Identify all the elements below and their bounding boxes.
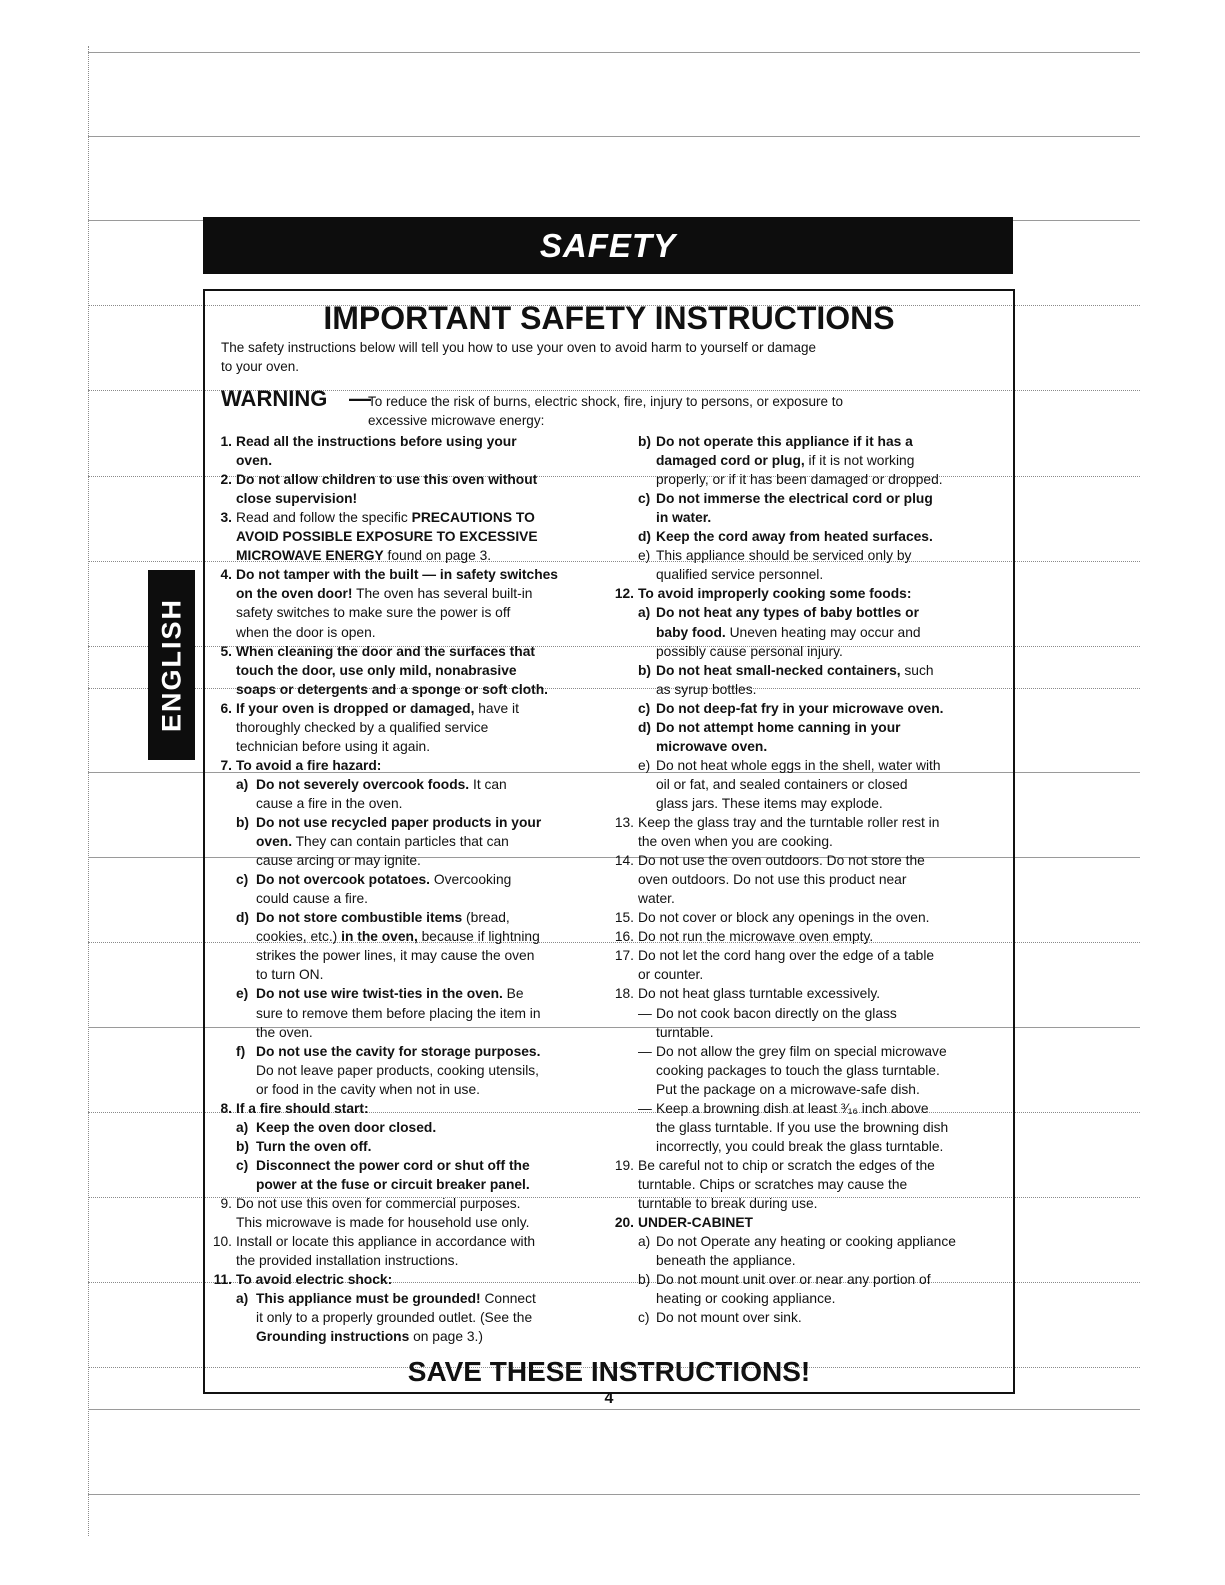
item-number: 13. — [614, 815, 634, 830]
instruction-text: This appliance should be serviced only by — [656, 548, 912, 564]
instruction-text: Overcooking — [430, 872, 512, 888]
instruction-line — [638, 946, 934, 965]
instruction-line — [256, 1118, 436, 1137]
instruction-text: When cleaning the door and the surfaces that — [236, 643, 535, 659]
instruction-line — [236, 489, 357, 508]
sub-item-marker: a) — [638, 605, 651, 621]
instruction-text: Do not tamper with the built — in safety switches — [236, 567, 558, 583]
instruction-line — [256, 1156, 530, 1175]
instruction-text: in the oven, — [341, 929, 418, 945]
sub-item-marker: c) — [638, 700, 651, 716]
instruction-line — [236, 737, 430, 756]
instruction-text: Connect — [480, 1291, 536, 1307]
instruction-line — [256, 1308, 532, 1327]
sub-item-marker: e) — [638, 548, 651, 564]
instruction-line — [656, 527, 933, 546]
sub-item-marker: a) — [236, 776, 249, 792]
instruction-text: Do not heat small-necked containers, — [656, 662, 901, 678]
instruction-line — [256, 870, 511, 889]
sub-item-marker: c) — [638, 491, 651, 507]
guide-line — [88, 136, 1140, 137]
instruction-text: To avoid electric shock: — [236, 1272, 393, 1288]
sub-item-marker: a) — [236, 1119, 249, 1135]
sub-item-marker: c) — [638, 1310, 650, 1326]
instruction-text: To avoid improperly cooking some foods: — [638, 586, 912, 602]
item-number: 2. — [220, 472, 232, 488]
instruction-line — [236, 1194, 521, 1213]
instruction-text: oven outdoors. Do not use this product near — [638, 872, 907, 888]
item-number: 10. — [212, 1234, 232, 1250]
instruction-text: technician before using it again. — [236, 738, 431, 754]
instruction-line — [256, 908, 510, 927]
item-number: 6. — [220, 700, 232, 716]
item-number: 4. — [220, 567, 232, 583]
instruction-line — [236, 642, 535, 661]
item-number: 20. — [614, 1215, 634, 1231]
instruction-line — [656, 1270, 931, 1289]
instruction-line — [656, 1289, 836, 1308]
instruction-text: properly, or if it has been damaged or dropped. — [656, 472, 943, 488]
instruction-line — [656, 756, 941, 775]
sub-item-marker: d) — [638, 529, 652, 545]
instruction-line — [656, 680, 756, 699]
instruction-text: Do not overcook potatoes. — [256, 872, 431, 888]
instruction-text: microwave oven. — [656, 738, 768, 754]
instruction-text: to turn ON. — [256, 967, 324, 983]
instruction-text: This microwave is made for household use only. — [236, 1215, 530, 1231]
instruction-text: Do not use the oven outdoors. Do not store the — [638, 853, 925, 869]
instruction-text: in water. — [656, 510, 712, 526]
instruction-text: when the door is open. — [236, 624, 376, 640]
sub-item-marker: f) — [236, 1043, 246, 1059]
instruction-text: Keep the oven door closed. — [256, 1119, 437, 1135]
item-number: 7. — [220, 757, 232, 773]
instruction-text: on page 3.) — [409, 1329, 483, 1345]
sub-item-marker: d) — [638, 719, 652, 735]
instruction-text: or counter. — [638, 967, 704, 983]
instruction-text: qualified service personnel. — [656, 567, 824, 583]
instruction-text: Disconnect the power cord or shut off the — [256, 1157, 530, 1173]
section-banner: SAFETY — [203, 217, 1013, 274]
instruction-line — [236, 603, 510, 622]
instruction-text: If your oven is dropped or damaged, — [236, 700, 475, 716]
instruction-text: close supervision! — [236, 491, 358, 507]
instruction-text: Do not deep-fat fry in your microwave oven. — [656, 700, 944, 716]
instruction-line — [256, 1023, 313, 1042]
instruction-text: Do not heat any types of baby bottles or — [656, 605, 919, 621]
instruction-line — [256, 1004, 541, 1023]
instruction-text: turntable. Chips or scratches may cause the — [638, 1176, 908, 1192]
instruction-line — [236, 718, 488, 737]
instruction-text: Be — [502, 986, 524, 1002]
instruction-text: Do not use the cavity for storage purposes. — [256, 1043, 541, 1059]
page-title: IMPORTANT SAFETY INSTRUCTIONS — [323, 300, 895, 336]
instruction-text: heating or cooking appliance. — [656, 1291, 836, 1307]
instruction-line — [256, 927, 540, 946]
instruction-text: cookies, etc.) — [256, 929, 342, 945]
instruction-text: safety switches to make sure the power is off — [236, 605, 511, 621]
instruction-text: Do not run the microwave oven empty. — [638, 929, 874, 945]
item-number: 9. — [220, 1196, 232, 1211]
instruction-text: the oven. — [256, 1024, 313, 1040]
instruction-text: Do not cook bacon directly on the glass — [656, 1005, 897, 1021]
instruction-text: cause a fire in the oven. — [256, 795, 403, 811]
instruction-line — [638, 1175, 907, 1194]
item-number: 5. — [220, 643, 232, 659]
instruction-text: as syrup bottles. — [656, 681, 757, 697]
instruction-text: the oven when you are cooking. — [638, 834, 833, 850]
instruction-text: Keep a browning dish at least ³⁄₁₆ inch above — [656, 1100, 929, 1116]
item-number: 11. — [213, 1272, 232, 1288]
instruction-text: could cause a fire. — [256, 891, 368, 907]
item-number: 14. — [614, 853, 634, 869]
instruction-line — [236, 546, 491, 565]
instruction-text: Turn the oven off. — [256, 1138, 372, 1154]
instruction-text: PRECAUTIONS TO — [411, 510, 535, 526]
instruction-line — [236, 451, 272, 470]
instruction-text: on the oven door! — [236, 586, 353, 602]
instruction-line — [236, 470, 537, 489]
instruction-line — [236, 756, 381, 775]
instruction-text: oven. — [256, 834, 293, 850]
intro-line: to your oven. — [221, 359, 300, 374]
intro-text — [221, 338, 1001, 376]
item-number: 16. — [614, 929, 634, 945]
instruction-text: oil or fat, and sealed containers or closed — [656, 776, 908, 792]
instruction-text: Do not mount unit over or near any portion of — [656, 1272, 931, 1288]
instruction-line — [656, 546, 911, 565]
guide-line — [88, 1409, 1140, 1410]
sub-item-marker: a) — [236, 1291, 249, 1307]
instruction-text: Do not heat whole eggs in the shell, water with — [656, 757, 941, 773]
instruction-text: thoroughly checked by a qualified service — [236, 719, 489, 735]
instruction-line — [256, 1137, 371, 1156]
warning-text: To reduce the risk of burns, electric shock, fire, injury to persons, or exposure to — [368, 394, 843, 409]
instruction-line — [638, 1194, 817, 1213]
item-number: 17. — [614, 948, 634, 964]
instruction-line — [656, 1232, 956, 1251]
instruction-text: found on page 3. — [383, 548, 492, 564]
instruction-line — [656, 1251, 796, 1270]
instruction-line — [656, 603, 919, 622]
sub-item-marker: a) — [638, 1234, 651, 1250]
item-number: 19. — [614, 1157, 634, 1173]
instruction-line — [656, 775, 908, 794]
sub-item-marker: c) — [236, 872, 249, 888]
sub-item-marker: b) — [638, 662, 652, 678]
instruction-line — [236, 584, 532, 603]
instruction-line — [256, 946, 534, 965]
instruction-line — [656, 623, 921, 642]
instruction-line — [638, 889, 675, 908]
instruction-line — [256, 984, 524, 1003]
language-tab-label: ENGLISH — [156, 597, 186, 733]
instruction-line — [656, 1061, 940, 1080]
item-number: 8. — [220, 1100, 232, 1116]
item-number: 1. — [220, 434, 232, 449]
instruction-line — [236, 623, 376, 642]
instruction-text: Do not heat glass turntable excessively. — [638, 986, 881, 1002]
instruction-text: Do not store combustible items — [256, 910, 463, 926]
instruction-line — [656, 1137, 943, 1156]
instruction-line — [236, 565, 558, 584]
item-number: 3. — [220, 510, 232, 526]
guide-line — [88, 1494, 1140, 1495]
instruction-line — [236, 432, 517, 451]
instruction-line — [638, 927, 873, 946]
instruction-text: Keep the glass tray and the turntable roller rest in — [638, 815, 940, 830]
instruction-text: Do not use this oven for commercial purposes. — [236, 1196, 521, 1211]
instruction-line — [656, 508, 711, 527]
instruction-text: AVOID POSSIBLE EXPOSURE TO EXCESSIVE — [236, 529, 538, 545]
instruction-text: water. — [638, 891, 675, 907]
instruction-line — [236, 1099, 369, 1118]
page-number: 4 — [604, 1390, 614, 1407]
instruction-line — [638, 870, 906, 889]
instruction-line — [236, 680, 548, 699]
instruction-line — [236, 1251, 458, 1270]
instruction-text: damaged cord or plug, — [656, 453, 805, 469]
sub-item-marker: d) — [236, 910, 250, 926]
sub-item-marker: b) — [236, 815, 250, 830]
instruction-line — [656, 470, 943, 489]
instruction-text: Do not let the cord hang over the edge of a table — [638, 948, 935, 964]
instruction-line — [656, 1099, 929, 1118]
instruction-line — [656, 1080, 920, 1099]
warning-label: WARNING — [221, 386, 328, 411]
instruction-line — [236, 508, 535, 527]
instruction-line — [656, 1118, 948, 1137]
language-tab — [148, 570, 195, 760]
instruction-text: UNDER-CABINET — [638, 1215, 753, 1231]
instruction-line — [256, 889, 368, 908]
instruction-text: (bread, — [462, 910, 510, 926]
instruction-line — [656, 699, 944, 718]
instruction-line — [236, 1232, 535, 1251]
instruction-line — [638, 965, 703, 984]
instruction-line — [236, 1270, 392, 1289]
instruction-text: Do not leave paper products, cooking utensils, — [256, 1062, 540, 1078]
instruction-text: beneath the appliance. — [656, 1253, 796, 1269]
instruction-line — [256, 775, 507, 794]
instruction-text: The oven has several built-in — [352, 586, 533, 602]
instruction-line — [656, 1004, 897, 1023]
instruction-text: it only to a properly grounded outlet. (See the — [256, 1310, 533, 1326]
instruction-text: Do not operate this appliance if it has a — [656, 434, 913, 449]
instruction-line — [638, 851, 925, 870]
instruction-line — [256, 794, 403, 813]
instruction-text: oven. — [236, 453, 273, 469]
instruction-text: such — [900, 662, 934, 678]
instruction-line — [638, 1156, 935, 1175]
instruction-text: Grounding instructions — [256, 1329, 410, 1345]
sub-item-marker: c) — [236, 1157, 249, 1173]
instruction-text: soaps or detergents and a sponge or soft cloth. — [236, 681, 549, 697]
sub-item-marker: b) — [638, 434, 652, 449]
instruction-line — [236, 699, 519, 718]
instruction-text: touch the door, use only mild, nonabrasive — [236, 662, 517, 678]
instruction-text: It can — [469, 776, 507, 792]
instruction-text: Do not allow the grey film on special microwave — [656, 1043, 947, 1059]
instruction-text: have it — [474, 700, 519, 716]
instruction-text: Keep the cord away from heated surfaces. — [656, 529, 933, 545]
instruction-line — [656, 432, 913, 451]
instruction-text: Read and follow the specific — [236, 510, 412, 526]
instruction-line — [256, 1175, 530, 1194]
instruction-text: Do not attempt home canning in your — [656, 719, 901, 735]
instruction-text: Install or locate this appliance in accordance with — [236, 1234, 536, 1250]
instruction-line — [638, 908, 929, 927]
instruction-line — [256, 1289, 536, 1308]
instruction-text: Do not severely overcook foods. — [256, 776, 470, 792]
instruction-text: Do not allow children to use this oven without — [236, 472, 538, 488]
instruction-line — [256, 1061, 539, 1080]
instruction-line — [656, 718, 901, 737]
instruction-line — [236, 527, 538, 546]
instruction-line — [236, 1213, 529, 1232]
instruction-text: power at the fuse or circuit breaker panel. — [256, 1176, 530, 1192]
warning-text: excessive microwave energy: — [368, 413, 545, 428]
instruction-text: sure to remove them before placing the item in — [256, 1005, 541, 1021]
instruction-line — [656, 451, 914, 470]
instruction-text: turntable to break during use. — [638, 1196, 818, 1211]
instruction-text: Uneven heating may occur and — [725, 624, 921, 640]
instruction-line — [236, 661, 517, 680]
instruction-line — [256, 832, 509, 851]
item-number: 18. — [614, 986, 634, 1002]
margin-guide — [88, 46, 89, 1536]
sub-item-marker: b) — [236, 1138, 250, 1154]
sub-item-marker: b) — [638, 1272, 651, 1288]
instruction-text: glass jars. These items may explode. — [656, 795, 883, 811]
instruction-line — [256, 813, 541, 832]
instruction-text: Read all the instructions before using your — [236, 434, 517, 449]
instruction-text: Be careful not to chip or scratch the edges of the — [638, 1157, 935, 1173]
instruction-text: because if lightning — [417, 929, 540, 945]
instruction-text: if it is not working — [804, 453, 915, 469]
instruction-line — [256, 965, 323, 984]
instruction-text: baby food. — [656, 624, 726, 640]
item-number: 15. — [614, 910, 634, 926]
sub-item-marker: e) — [638, 757, 651, 773]
instruction-text: turntable. — [656, 1024, 714, 1040]
instruction-text: cooking packages to touch the glass turntable. — [656, 1062, 940, 1078]
sub-item-marker: — — [638, 1100, 652, 1116]
instruction-text: Put the package on a microwave-safe dish. — [656, 1081, 920, 1097]
instruction-text: If a fire should start: — [236, 1100, 369, 1116]
instruction-text: This appliance must be grounded! — [256, 1291, 481, 1307]
guide-line — [88, 52, 1140, 53]
instruction-text: or food in the cavity when not in use. — [256, 1081, 480, 1097]
sub-item-marker: — — [638, 1043, 652, 1059]
instruction-text: They can contain particles that can — [292, 834, 509, 850]
instruction-line — [638, 1213, 753, 1232]
instruction-line — [256, 851, 421, 870]
instruction-line — [656, 489, 933, 508]
instruction-line — [638, 584, 911, 603]
instruction-line — [656, 661, 934, 680]
instruction-line — [638, 984, 880, 1003]
instruction-text: MICROWAVE ENERGY — [236, 548, 384, 564]
instruction-text: incorrectly, you could break the glass turntable. — [656, 1138, 944, 1154]
instruction-text: possibly cause personal injury. — [656, 643, 843, 659]
instruction-line — [656, 565, 823, 584]
instruction-text: To avoid a fire hazard: — [236, 757, 382, 773]
warning-dash: — — [349, 386, 371, 411]
item-number: 12. — [614, 586, 634, 602]
instruction-line — [256, 1042, 540, 1061]
instruction-text: Do not use wire twist-ties in the oven. — [256, 986, 503, 1002]
instruction-text: Do not immerse the electrical cord or plug — [656, 491, 933, 507]
instruction-text: Do not use recycled paper products in your — [256, 815, 542, 830]
instruction-text: the provided installation instructions. — [236, 1253, 459, 1269]
instruction-text: Do not cover or block any openings in the oven. — [638, 910, 930, 926]
instruction-text: cause arcing or may ignite. — [256, 853, 421, 869]
instruction-text: Do not mount over sink. — [656, 1310, 802, 1326]
instruction-line — [656, 1308, 802, 1327]
sub-item-marker: — — [638, 1005, 652, 1021]
instruction-line — [638, 813, 939, 832]
instruction-line — [656, 642, 843, 661]
instruction-line — [638, 832, 833, 851]
instruction-line — [256, 1327, 483, 1346]
instruction-line — [256, 1080, 480, 1099]
instruction-line — [656, 1042, 947, 1061]
instruction-text: Do not Operate any heating or cooking appliance — [656, 1234, 956, 1250]
instruction-text: the glass turntable. If you use the browning dish — [656, 1119, 949, 1135]
save-instructions-heading: SAVE THESE INSTRUCTIONS! — [407, 1356, 811, 1387]
instruction-line — [656, 1023, 714, 1042]
instruction-text: strikes the power lines, it may cause the oven — [256, 948, 535, 964]
sub-item-marker: e) — [236, 986, 249, 1002]
intro-line: The safety instructions below will tell you how to use your oven to avoid harm to yourself or damage — [221, 340, 817, 355]
instruction-line — [656, 794, 883, 813]
instruction-line — [656, 737, 767, 756]
